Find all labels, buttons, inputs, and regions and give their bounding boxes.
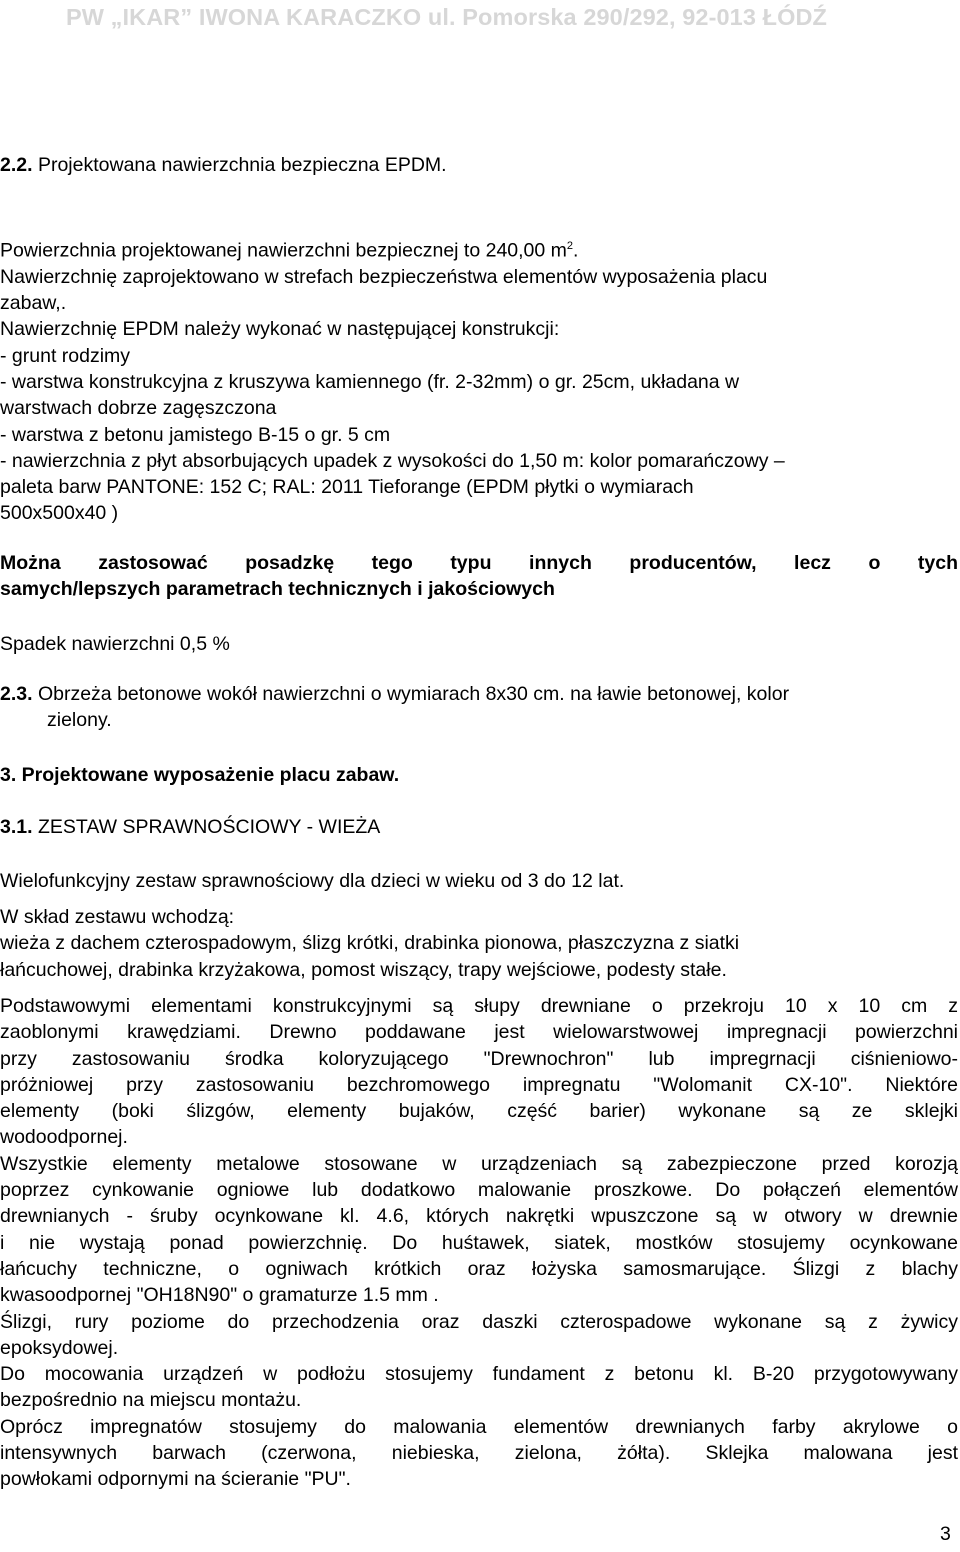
surface-description: [0, 233, 958, 527]
section-2-3: [0, 681, 958, 734]
section-number: 2.2.: [0, 154, 33, 176]
section-title: 3. Projektowane wyposażenie placu zabaw.: [0, 764, 400, 786]
text-line: W skład zestawu wchodzą:: [0, 906, 235, 928]
slope-text: [0, 631, 958, 657]
body-line: intensywnych barwach (czerwona, niebieska, zielona, żółta). Sklejka malowana jest: [0, 1442, 958, 1465]
text-line: - warstwa konstrukcyjna z kruszywa kamiennego (fr. 2-32mm) o gr. 25cm, układana w: [0, 370, 740, 393]
text-line: Nawierzchnię EPDM należy wykonać w następującej konstrukcji:: [0, 318, 560, 341]
section-title: ZESTAW SPRAWNOŚCIOWY - WIEŻA: [37, 816, 381, 838]
body-line: drewnianych - śruby ocynkowane kl. 4.6, których nakrętki wpuszczone są w otwory w drewnie: [0, 1205, 958, 1228]
body-line: Wszystkie elementy metalowe stosowane w urządzeniach są zabezpieczone przed korozją: [0, 1152, 958, 1175]
section-text: Obrzeża betonowe wokół nawierzchni o wymiarach 8x30 cm. na ławie betonowej, kolor: [37, 683, 790, 705]
page-number: 3: [940, 1523, 951, 1545]
text-line: zabaw,.: [0, 292, 67, 315]
body-line: kwasoodpornej "OH18N90" o gramaturze 1.5 mm .: [0, 1284, 439, 1307]
body-line: Podstawowymi elementami konstrukcyjnymi są słupy drewniane o przekroju 10 x 10 cm z: [0, 995, 958, 1017]
body-line: Oprócz impregnatów stosujemy do malowania elementów drewnianych farby akrylowe o: [0, 1415, 958, 1438]
multifunction-text: [0, 868, 958, 894]
text-line: 500x500x40 ): [0, 502, 119, 525]
text-line: - nawierzchnia z płyt absorbujących upadek z wysokości do 1,50 m: kolor pomarańczowy –: [0, 449, 785, 472]
section-3-heading: [0, 762, 958, 788]
body-line: epoksydowej.: [0, 1336, 119, 1359]
text-line: Można zastosować posadzkę tego typu innych producentów, lecz o tych: [0, 552, 958, 574]
text-line: Powierzchnia projektowanej nawierzchni bezpiecznej to 240,00 m: [0, 239, 567, 262]
body-line: Ślizgi, rury poziome do przechodzenia oraz daszki czterospadowe wykonane są z żywicy: [0, 1310, 958, 1333]
page-header: PW „IKAR” IWONA KARACZKO ul. Pomorska 290/292, 92-013 ŁÓDŹ: [66, 4, 828, 30]
body-line: przy zastosowaniu środka koloryzującego "Drewnochron" lub impregrnacji ciśnieniowo-: [0, 1047, 958, 1070]
composition-list: [0, 904, 958, 983]
section-2-2-heading: [0, 152, 958, 178]
body-line: próżniowej przy zastosowaniu bezchromowego impregnatu "Wolomanit CX-10". Niektóre: [0, 1073, 958, 1096]
section-number: 3.1.: [0, 816, 33, 838]
body-line: poprzez cynkowanie ogniowe lub dodatkowo malowanie proszkowe. Do połączeń elementów: [0, 1179, 958, 1202]
body-line: elementy (boki ślizgów, elementy bujaków, część barier) wykonane są ze sklejki: [0, 1100, 958, 1123]
body-line: łańcuchy techniczne, o ogniwach krótkich oraz łożyska samosmarujące. Ślizgi z blachy: [0, 1257, 958, 1280]
text-line: Spadek nawierzchni 0,5 %: [0, 633, 230, 655]
text-line: - grunt rodzimy: [0, 344, 131, 367]
superscript: 2: [566, 240, 574, 252]
text-line: wieża z dachem czterospadowym, ślizg krótki, drabinka pionowa, płaszczyzna z siatki: [0, 932, 740, 955]
construction-description: [0, 993, 958, 1493]
section-text-continued: zielony.: [47, 709, 112, 732]
text-line: Nawierzchnię zaprojektowano w strefach bezpieczeństwa elementów wyposażenia placu: [0, 265, 768, 288]
body-line: zaoblonymi krawędziami. Drewno poddawane jest wielowarstwowej impregnacji powierzchni: [0, 1021, 958, 1044]
text-line: paleta barw PANTONE: 152 C; RAL: 2011 Tieforange (EPDM płytki o wymiarach: [0, 476, 694, 499]
section-3-1-heading: [0, 814, 958, 840]
body-line: Do mocowania urządzeń w podłożu stosujemy fundament z betonu kl. B-20 przygotowywany: [0, 1363, 958, 1386]
body-line: powłokami odpornymi na ścieranie "PU".: [0, 1468, 351, 1491]
text-line: łańcuchowej, drabinka krzyżakowa, pomost wiszący, trapy wejściowe, podesty stałe.: [0, 958, 727, 981]
section-number: 2.3.: [0, 683, 33, 705]
text-line: warstwach dobrze zagęszczona: [0, 397, 277, 420]
section-title: Projektowana nawierzchnia bezpieczna EPDM.: [37, 154, 447, 176]
body-line: i nie wystają ponad powierzchnię. Do huśtawek, siatek, mostków stosujemy ocynkowane: [0, 1231, 958, 1254]
text-line: samych/lepszych parametrach technicznych i jakościowych: [0, 578, 555, 601]
body-line: wodoodpornej.: [0, 1126, 128, 1149]
bold-note: [0, 550, 958, 603]
body-line: bezpośrednio na miejscu montażu.: [0, 1389, 302, 1412]
text-line: Wielofunkcyjny zestaw sprawnościowy dla dzieci w wieku od 3 do 12 lat.: [0, 870, 625, 892]
text-line: - warstwa z betonu jamistego B-15 o gr. 5 cm: [0, 423, 391, 446]
text-dot: .: [573, 239, 579, 262]
